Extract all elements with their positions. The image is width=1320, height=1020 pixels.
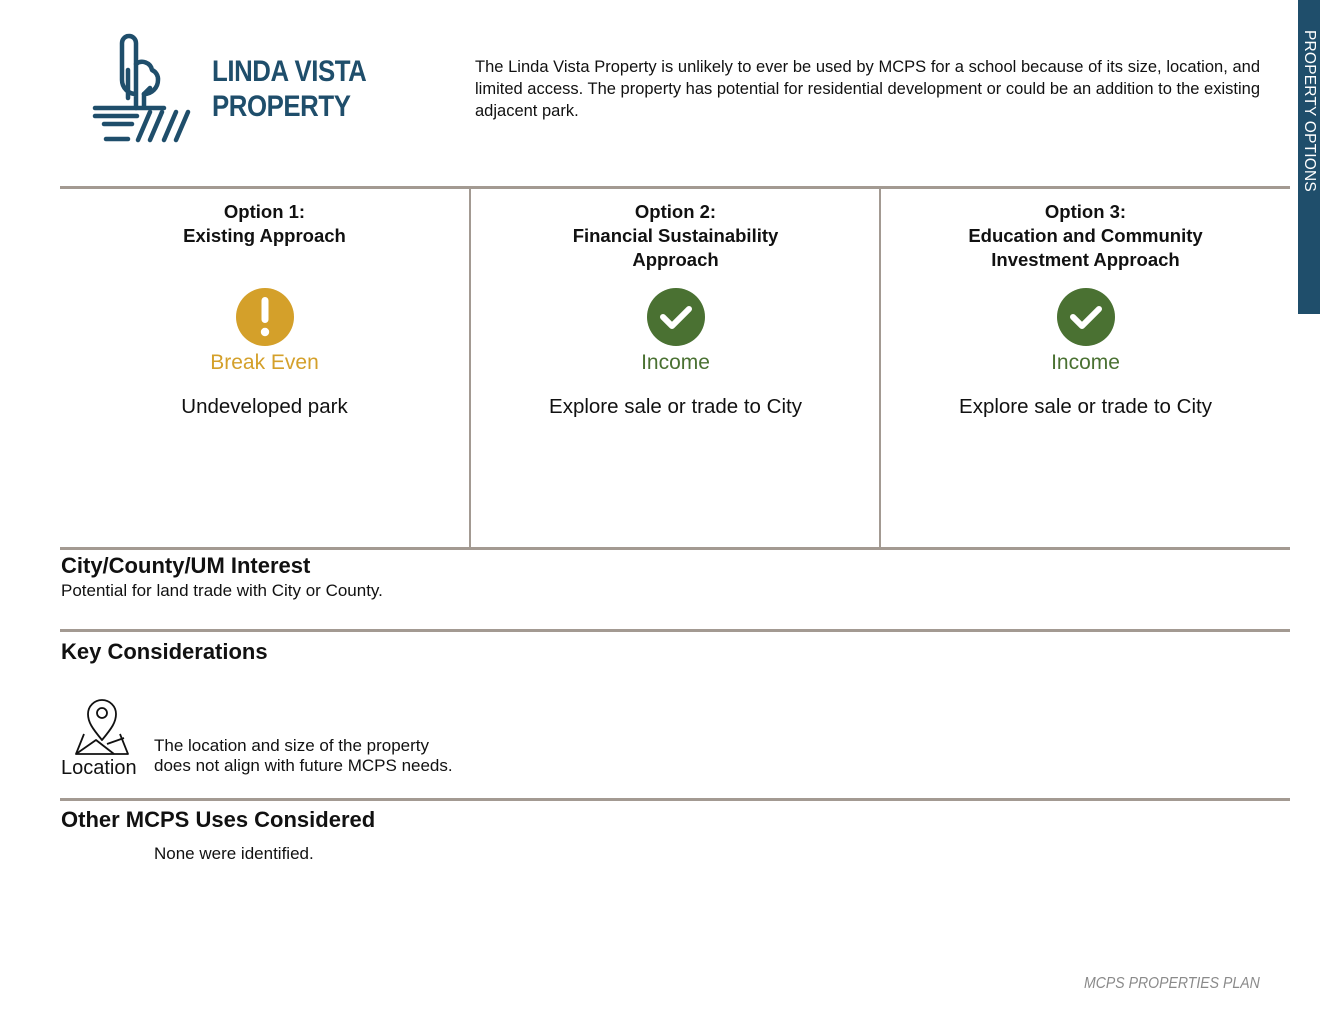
section-divider: [60, 629, 1290, 632]
check-icon: [646, 287, 706, 347]
option-1-status: Break Even: [210, 351, 319, 374]
section-divider: [60, 798, 1290, 801]
option-2-description: Explore sale or trade to City: [549, 395, 802, 418]
options-top-divider: [60, 186, 1290, 189]
option-2-column: [471, 190, 880, 548]
interest-text: Potential for land trade with City or County.: [61, 581, 383, 600]
key-considerations-title: Key Considerations: [61, 639, 268, 664]
interest-title: City/County/UM Interest: [61, 553, 311, 578]
exclamation-icon: [235, 287, 295, 347]
location-consideration-text: The location and size of the property does not align with future MCPS needs.: [154, 736, 453, 775]
option-1-heading: Option 1: Existing Approach: [183, 201, 346, 246]
other-uses-title: Other MCPS Uses Considered: [61, 807, 376, 832]
option-3-column: [881, 190, 1290, 548]
option-3-heading: Option 3: Education and Community Investment Approach: [968, 201, 1203, 270]
tree-logo-icon: [92, 28, 192, 148]
check-icon: [1056, 287, 1116, 347]
option-3-status: Income: [1051, 351, 1120, 374]
other-uses-text: None were identified.: [154, 844, 314, 863]
option-1-description: Undeveloped park: [181, 395, 348, 418]
option-2-status: Income: [641, 351, 710, 374]
map-pin-icon: [74, 698, 130, 756]
option-2-heading: Option 2: Financial Sustainability Approach: [572, 201, 779, 270]
property-title-line-1: LINDA VISTA: [212, 55, 367, 88]
intro-paragraph: The Linda Vista Property is unlikely to ever be used by MCPS for a school because of its size, location, and limited access. The property has potential for residential development or could be an addition to the existing adjacent park.: [475, 58, 1260, 120]
property-title-line-2: PROPERTY: [212, 90, 351, 123]
side-tab-label: PROPERTY OPTIONS: [1301, 30, 1318, 192]
side-tab: [1298, 0, 1320, 314]
option-3-description: Explore sale or trade to City: [959, 395, 1212, 418]
location-label: Location: [61, 757, 137, 779]
option-1-column: [60, 190, 469, 548]
footer-label: MCPS PROPERTIES PLAN: [1084, 975, 1260, 992]
